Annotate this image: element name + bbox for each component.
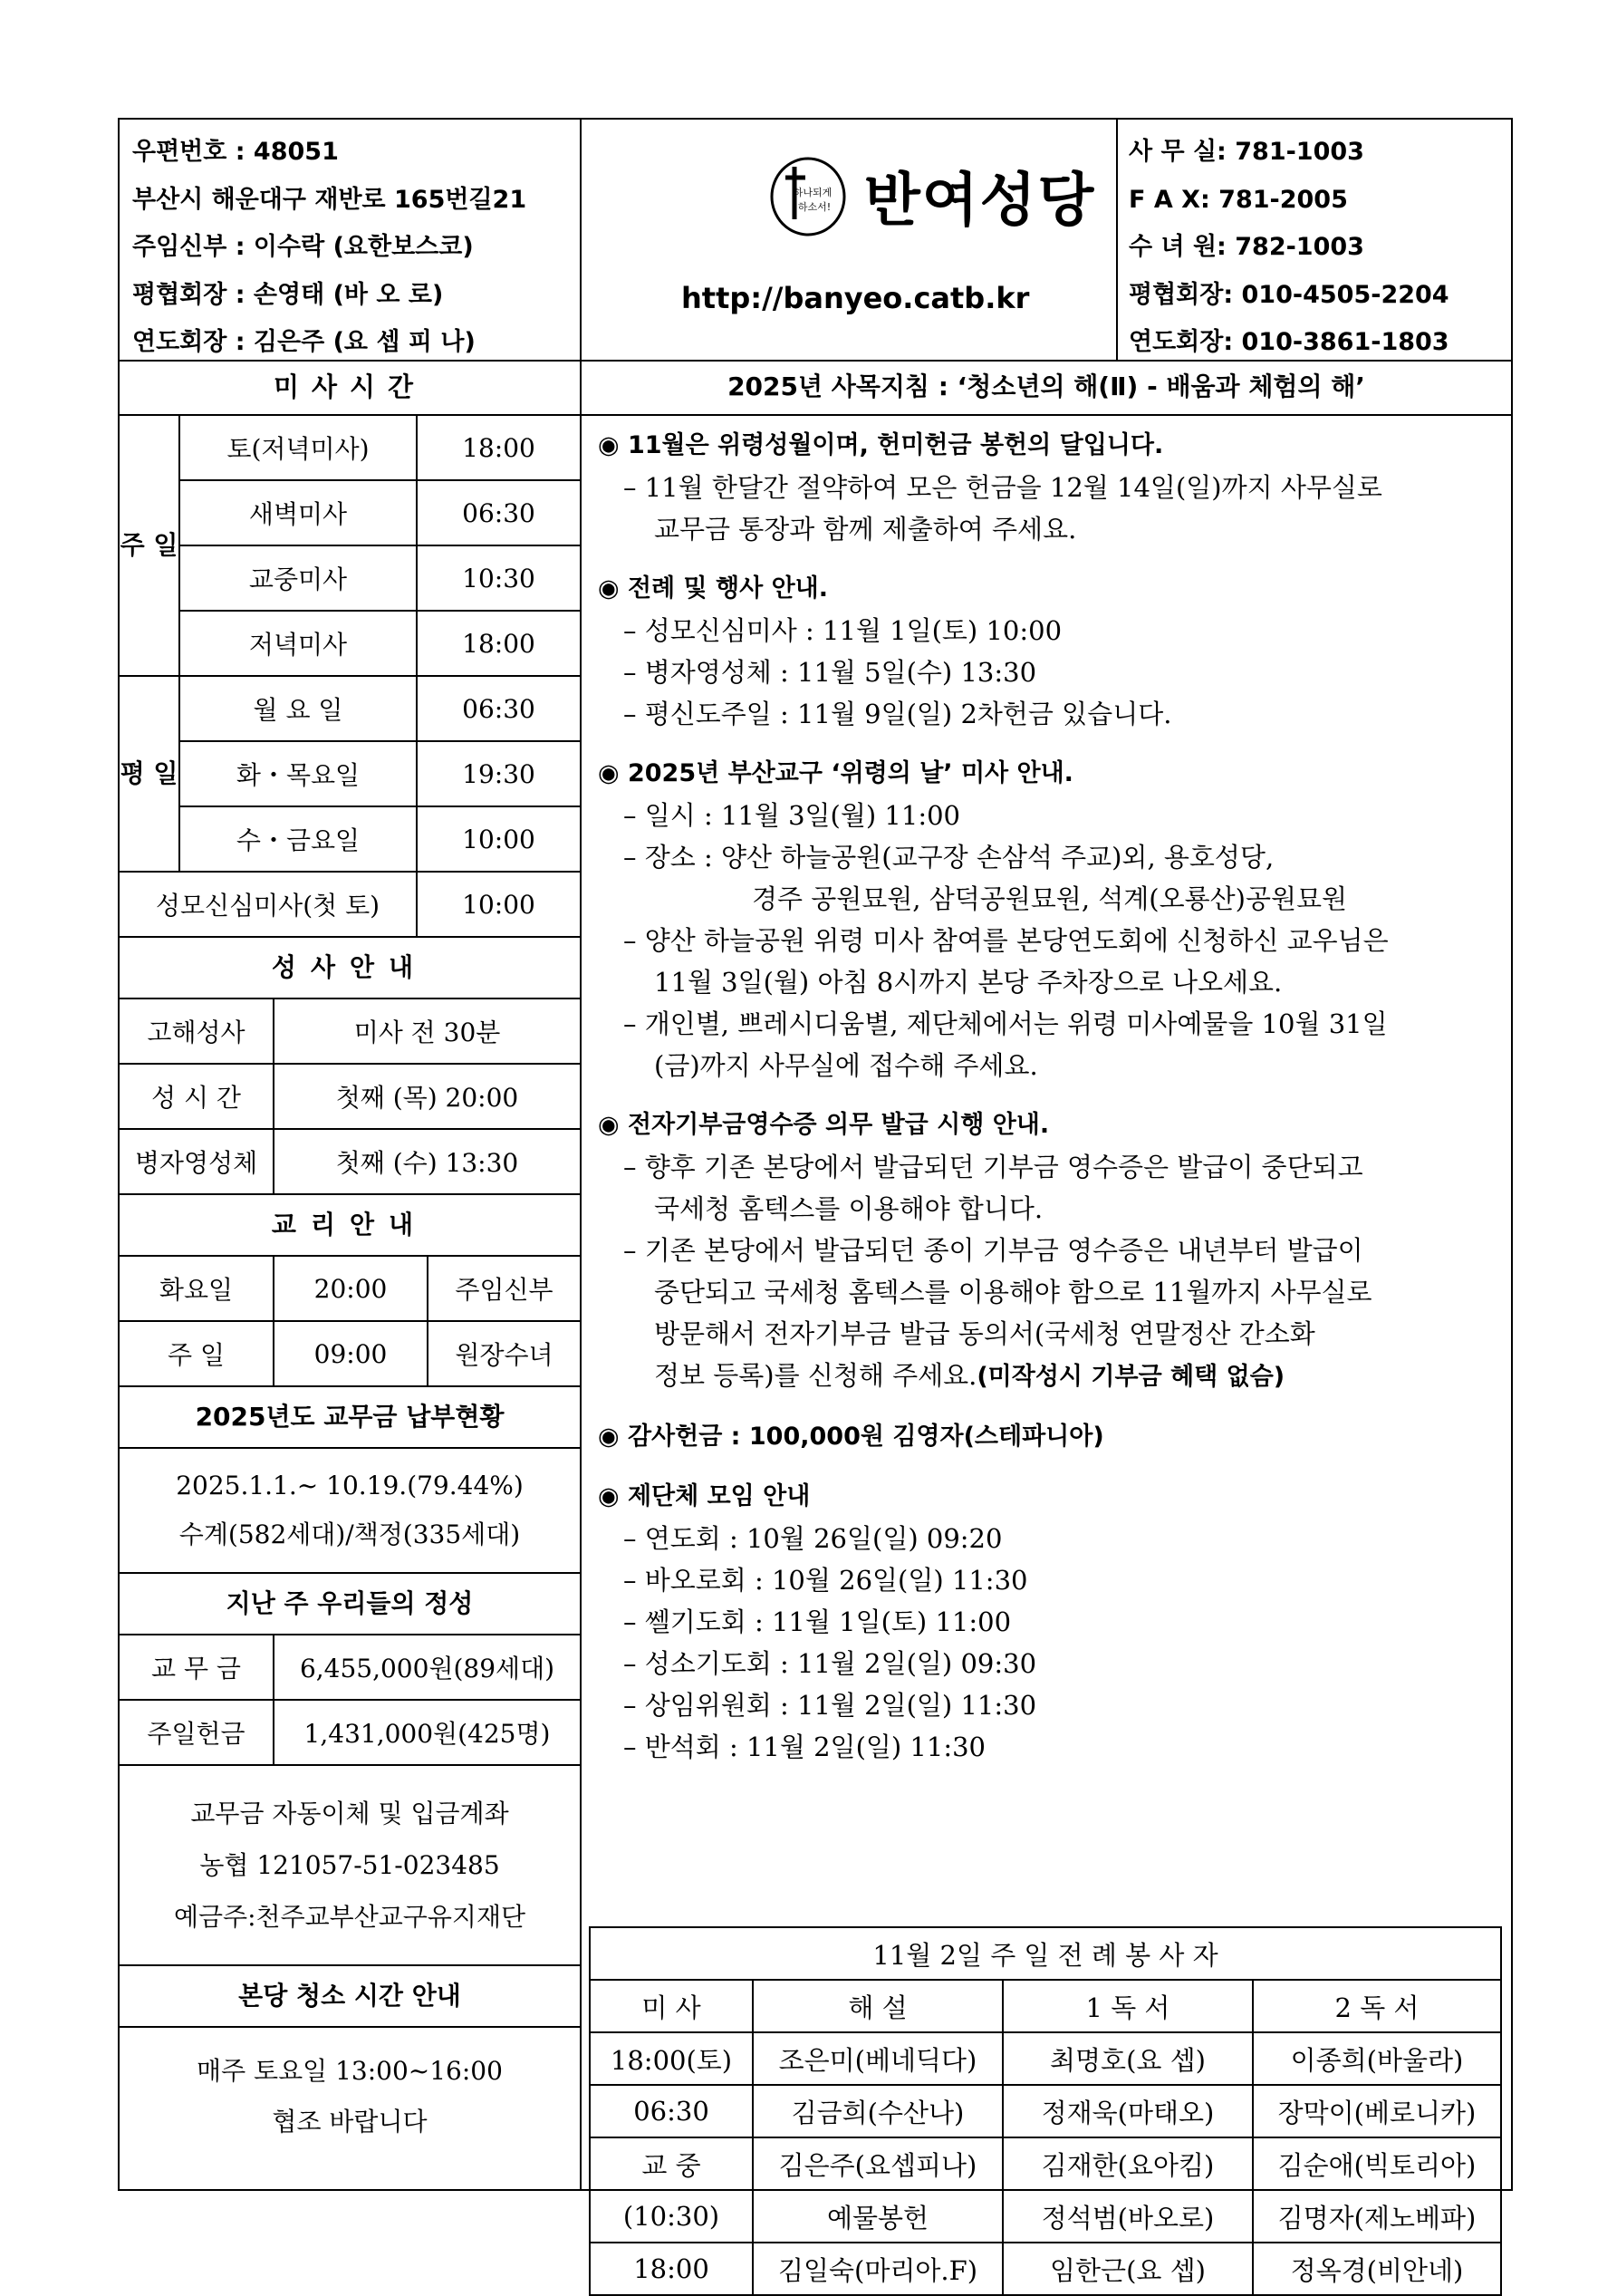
notice-line: (금)까지 사무실에 접수해 주세요. bbox=[654, 1050, 1038, 1081]
catechism-teacher: 원장수녀 bbox=[428, 1321, 580, 1386]
mass-time: 10:00 bbox=[417, 872, 580, 937]
server-cell: 18:00 bbox=[590, 2243, 753, 2295]
notice-line: – 평신도주일 : 11월 9일(일) 2차헌금 있습니다. bbox=[623, 699, 1172, 729]
sunday-label: 주 일 bbox=[120, 416, 179, 676]
servers-header: 해 설 bbox=[753, 1980, 1003, 2032]
mass-time: 06:30 bbox=[417, 676, 580, 741]
catechism-day: 화요일 bbox=[120, 1257, 274, 1321]
servers-header: 미 사 bbox=[590, 1980, 753, 2032]
sacrament-time: 첫째 (목) 20:00 bbox=[274, 1064, 580, 1129]
sacrament-name: 고해성사 bbox=[120, 999, 274, 1064]
mass-time: 18:00 bbox=[417, 416, 580, 480]
server-cell: 장막이(베로니카) bbox=[1253, 2085, 1501, 2137]
server-cell: 조은미(베네딕다) bbox=[753, 2032, 1003, 2085]
notice-line: 경주 공원묘원, 삼덕공원묘원, 석계(오룡산)공원묘원 bbox=[752, 883, 1348, 914]
table-row bbox=[120, 416, 580, 480]
mass-name: 새벽미사 bbox=[179, 480, 417, 545]
notice-line: 중단되고 국세청 홈텍스를 이용해야 함으로 11월까지 사무실로 bbox=[654, 1277, 1372, 1307]
notice-line: – 병자영성체 : 11월 5일(수) 13:30 bbox=[623, 657, 1037, 688]
tithe-period: 2025.1.1.~ 10.19.(79.44%) bbox=[176, 1471, 524, 1500]
table-row bbox=[120, 1635, 580, 1700]
offering-amount: 1,431,000원(425명) bbox=[274, 1700, 580, 1765]
offering-name: 교 무 금 bbox=[120, 1635, 274, 1700]
notice-line: – 일시 : 11월 3일(월) 11:00 bbox=[623, 800, 960, 831]
notice-line-text: 정보 등록)를 신청해 주세요. bbox=[654, 1360, 977, 1391]
church-logo-icon bbox=[767, 156, 849, 237]
server-cell: 이종희(바울라) bbox=[1253, 2032, 1501, 2085]
server-cell: 최명호(요 셉) bbox=[1003, 2032, 1253, 2085]
notice-line: – 반석회 : 11월 2일(일) 11:30 bbox=[623, 1732, 986, 1762]
mass-name: 성모신심미사(첫 토) bbox=[120, 872, 417, 937]
mass-time: 19:30 bbox=[417, 741, 580, 806]
bulletin-page bbox=[118, 118, 1513, 2286]
council-president: 평협회장 : 손영태 (바 오 로) bbox=[132, 280, 444, 309]
notice-line: – 연도회 : 10월 26일(일) 09:20 bbox=[623, 1523, 1003, 1554]
notice-line: – 개인별, 쁘레시디움별, 제단체에서는 위령 미사예물을 10월 31일 bbox=[623, 1008, 1388, 1039]
website-link[interactable]: http://banyeo.catb.kr bbox=[681, 281, 1030, 315]
fax: F A X: 781-2005 bbox=[1129, 185, 1348, 214]
sacrament-name: 병자영성체 bbox=[120, 1129, 274, 1194]
sacrament-title: 성사안내 bbox=[120, 938, 580, 999]
sacrament-time: 첫째 (수) 13:30 bbox=[274, 1129, 580, 1194]
tithe-status-title: 2025년도 교무금 납부현황 bbox=[120, 1387, 580, 1449]
notice-line bbox=[598, 1355, 1504, 1398]
mass-times-table bbox=[120, 416, 580, 938]
bank-account bbox=[120, 1766, 580, 1966]
account-label: 교무금 자동이체 및 입금계좌 bbox=[190, 1799, 509, 1828]
catechism-day: 주 일 bbox=[120, 1321, 274, 1386]
address: 부산시 해운대구 재반로 165번길21 bbox=[132, 185, 527, 214]
table-row bbox=[590, 2137, 1501, 2190]
left-column bbox=[120, 416, 582, 2191]
table-row bbox=[120, 1700, 580, 1765]
postal-code: 우편번호 : 48051 bbox=[132, 138, 339, 166]
notice-line: – 성모신심미사 : 11월 1일(토) 10:00 bbox=[623, 615, 1063, 646]
legion-phone: 연도회장: 010-3861-1803 bbox=[1129, 328, 1449, 356]
sacrament-time: 미사 전 30분 bbox=[274, 999, 580, 1064]
offering-amount: 6,455,000원(89세대) bbox=[274, 1635, 580, 1700]
notice-item bbox=[598, 568, 1504, 735]
catechism-table bbox=[120, 1257, 580, 1387]
notice-title: ◉ 제단체 모임 안내 bbox=[598, 1482, 811, 1510]
mass-time: 10:30 bbox=[417, 545, 580, 611]
cleaning-info bbox=[120, 2028, 580, 2166]
table-row bbox=[120, 545, 580, 611]
cleaning-title: 본당 청소 시간 안내 bbox=[120, 1966, 580, 2028]
mass-name: 저녁미사 bbox=[179, 611, 417, 676]
server-cell: 정재욱(마태오) bbox=[1003, 2085, 1253, 2137]
pastoral-motto: 2025년 사목지침 : ‘청소년의 해(Ⅱ) - 배움과 체험의 해’ bbox=[582, 360, 1511, 416]
table-row bbox=[590, 2190, 1501, 2243]
server-cell: 김재한(요아킴) bbox=[1003, 2137, 1253, 2190]
svg-text:하소서!: 하소서! bbox=[797, 201, 832, 213]
notice-item bbox=[598, 1416, 1504, 1458]
server-cell: 김일숙(마리아.F) bbox=[753, 2243, 1003, 2295]
table-row bbox=[590, 1927, 1501, 1980]
mass-times-title: 미사시간 bbox=[120, 360, 582, 416]
table-row bbox=[120, 1129, 580, 1194]
sacrament-name: 성 시 간 bbox=[120, 1064, 274, 1129]
office-phone: 사 무 실: 781-1003 bbox=[1129, 138, 1364, 166]
catechism-time: 09:00 bbox=[274, 1321, 428, 1386]
offering-name: 주일헌금 bbox=[120, 1700, 274, 1765]
council-phone: 평협회장: 010-4505-2204 bbox=[1129, 280, 1449, 309]
table-row bbox=[120, 480, 580, 545]
header bbox=[120, 120, 1511, 362]
table-row bbox=[120, 1321, 580, 1386]
notices bbox=[598, 425, 1504, 1786]
mass-name: 수・금요일 bbox=[179, 806, 417, 872]
svg-text:하나되게: 하나되게 bbox=[793, 187, 833, 198]
mass-name: 화・목요일 bbox=[179, 741, 417, 806]
server-cell: 정석범(바오로) bbox=[1003, 2190, 1253, 2243]
notice-line: 11월 3일(월) 아침 8시까지 본당 주차장으로 나오세요. bbox=[654, 967, 1283, 998]
server-cell: (10:30) bbox=[590, 2190, 753, 2243]
sacrament-table bbox=[120, 999, 580, 1195]
weekday-label: 평 일 bbox=[120, 676, 179, 872]
server-cell: 교 중 bbox=[590, 2137, 753, 2190]
notice-title: ◉ 감사헌금 : 100,000원 김영자(스테파니아) bbox=[598, 1423, 1104, 1451]
catechism-time: 20:00 bbox=[274, 1257, 428, 1321]
tithe-households: 수계(582세대)/책정(335세대) bbox=[178, 1519, 521, 1549]
notice-line: – 11월 한달간 절약하여 모은 헌금을 12월 14일(일)까지 사무실로 bbox=[623, 472, 1382, 503]
table-row bbox=[120, 872, 580, 937]
account-holder: 예금주:천주교부산교구유지재단 bbox=[173, 1902, 526, 1932]
server-cell: 예물봉헌 bbox=[753, 2190, 1003, 2243]
table-row bbox=[590, 2085, 1501, 2137]
cleaning-time: 매주 토요일 13:00~16:00 bbox=[197, 2056, 503, 2086]
notice-line: – 기존 본당에서 발급되던 종이 기부금 영수증은 내년부터 발급이 bbox=[623, 1235, 1363, 1266]
table-row bbox=[120, 1257, 580, 1321]
notice-item bbox=[598, 753, 1504, 1086]
account-number: 농협 121057-51-023485 bbox=[199, 1850, 500, 1880]
server-cell: 김은주(요셉피나) bbox=[753, 2137, 1003, 2190]
notice-title: ◉ 11월은 위령성월이며, 헌미헌금 봉헌의 달입니다. bbox=[598, 431, 1164, 459]
notice-title: ◉ 전례 및 행사 안내. bbox=[598, 574, 828, 603]
church-name: 반여성당 bbox=[864, 168, 1096, 235]
table-row bbox=[590, 2243, 1501, 2295]
notice-item bbox=[598, 1476, 1504, 1768]
table-row bbox=[120, 999, 580, 1064]
convent-phone: 수 녀 원: 782-1003 bbox=[1129, 233, 1364, 261]
church-banner bbox=[582, 120, 1118, 360]
cleaning-note: 협조 바랍니다 bbox=[272, 2107, 428, 2137]
notice-item bbox=[598, 1105, 1504, 1398]
notice-title: ◉ 2025년 부산교구 ‘위령의 날’ 미사 안내. bbox=[598, 759, 1073, 787]
notice-line: – 성소기도회 : 11월 2일(일) 09:30 bbox=[623, 1648, 1037, 1679]
server-cell: 정옥경(비안네) bbox=[1253, 2243, 1501, 2295]
mass-time: 10:00 bbox=[417, 806, 580, 872]
notice-line: – 양산 하늘공원 위령 미사 참여를 본당연도회에 신청하신 교우님은 bbox=[623, 925, 1389, 956]
table-row bbox=[120, 1064, 580, 1129]
tithe-status bbox=[120, 1449, 580, 1574]
offering-title: 지난 주 우리들의 정성 bbox=[120, 1574, 580, 1635]
server-cell: 김명자(제노베파) bbox=[1253, 2190, 1501, 2243]
mass-name: 토(저녁미사) bbox=[179, 416, 417, 480]
catechism-title: 교리안내 bbox=[120, 1195, 580, 1257]
notice-line: – 향후 기존 본당에서 발급되던 기부금 영수증은 발급이 중단되고 bbox=[623, 1152, 1363, 1182]
catechism-teacher: 주임신부 bbox=[428, 1257, 580, 1321]
mass-time: 06:30 bbox=[417, 480, 580, 545]
notice-item bbox=[598, 425, 1504, 550]
table-row bbox=[590, 2032, 1501, 2085]
liturgy-servers-table bbox=[589, 1926, 1502, 2296]
server-cell: 18:00(토) bbox=[590, 2032, 753, 2085]
offering-table bbox=[120, 1635, 580, 1766]
contact-info bbox=[1116, 120, 1511, 360]
notice-line: – 쎌기도회 : 11월 1일(토) 11:00 bbox=[623, 1606, 1012, 1637]
servers-header: 1 독 서 bbox=[1003, 1980, 1253, 2032]
servers-header: 2 독 서 bbox=[1253, 1980, 1501, 2032]
table-row bbox=[590, 1980, 1501, 2032]
pastor: 주임신부 : 이수락 (요한보스코) bbox=[132, 233, 474, 261]
server-cell: 김금희(수산나) bbox=[753, 2085, 1003, 2137]
notice-line: – 상임위원회 : 11월 2일(일) 11:30 bbox=[623, 1690, 1037, 1721]
table-row bbox=[120, 611, 580, 676]
right-column bbox=[582, 416, 1511, 2286]
mass-name: 교중미사 bbox=[179, 545, 417, 611]
notice-line: 방문해서 전자기부금 발급 동의서(국세청 연말정산 간소화 bbox=[654, 1318, 1315, 1349]
server-cell: 06:30 bbox=[590, 2085, 753, 2137]
notice-line: – 장소 : 양산 하늘공원(교구장 손삼석 주교)외, 용호성당, bbox=[623, 842, 1275, 873]
mass-name: 월 요 일 bbox=[179, 676, 417, 741]
server-cell: 김순애(빅토리아) bbox=[1253, 2137, 1501, 2190]
parish-info bbox=[120, 120, 582, 360]
notice-line: 국세청 홈텍스를 이용해야 합니다. bbox=[654, 1193, 1044, 1224]
servers-title: 11월 2일 주 일 전 례 봉 사 자 bbox=[590, 1927, 1501, 1980]
table-row bbox=[120, 676, 580, 741]
notice-line-emphasis: (미작성시 기부금 혜택 없슴) bbox=[977, 1363, 1285, 1391]
notice-title: ◉ 전자기부금영수증 의무 발급 시행 안내. bbox=[598, 1111, 1050, 1139]
notice-line: – 바오로회 : 10월 26일(일) 11:30 bbox=[623, 1565, 1028, 1596]
table-row bbox=[120, 806, 580, 872]
mass-time: 18:00 bbox=[417, 611, 580, 676]
server-cell: 임한근(요 셉) bbox=[1003, 2243, 1253, 2295]
legion-president: 연도회장 : 김은주 (요 셉 피 나) bbox=[132, 328, 476, 356]
table-row bbox=[120, 741, 580, 806]
notice-line: 교무금 통장과 함께 제출하여 주세요. bbox=[654, 514, 1077, 545]
